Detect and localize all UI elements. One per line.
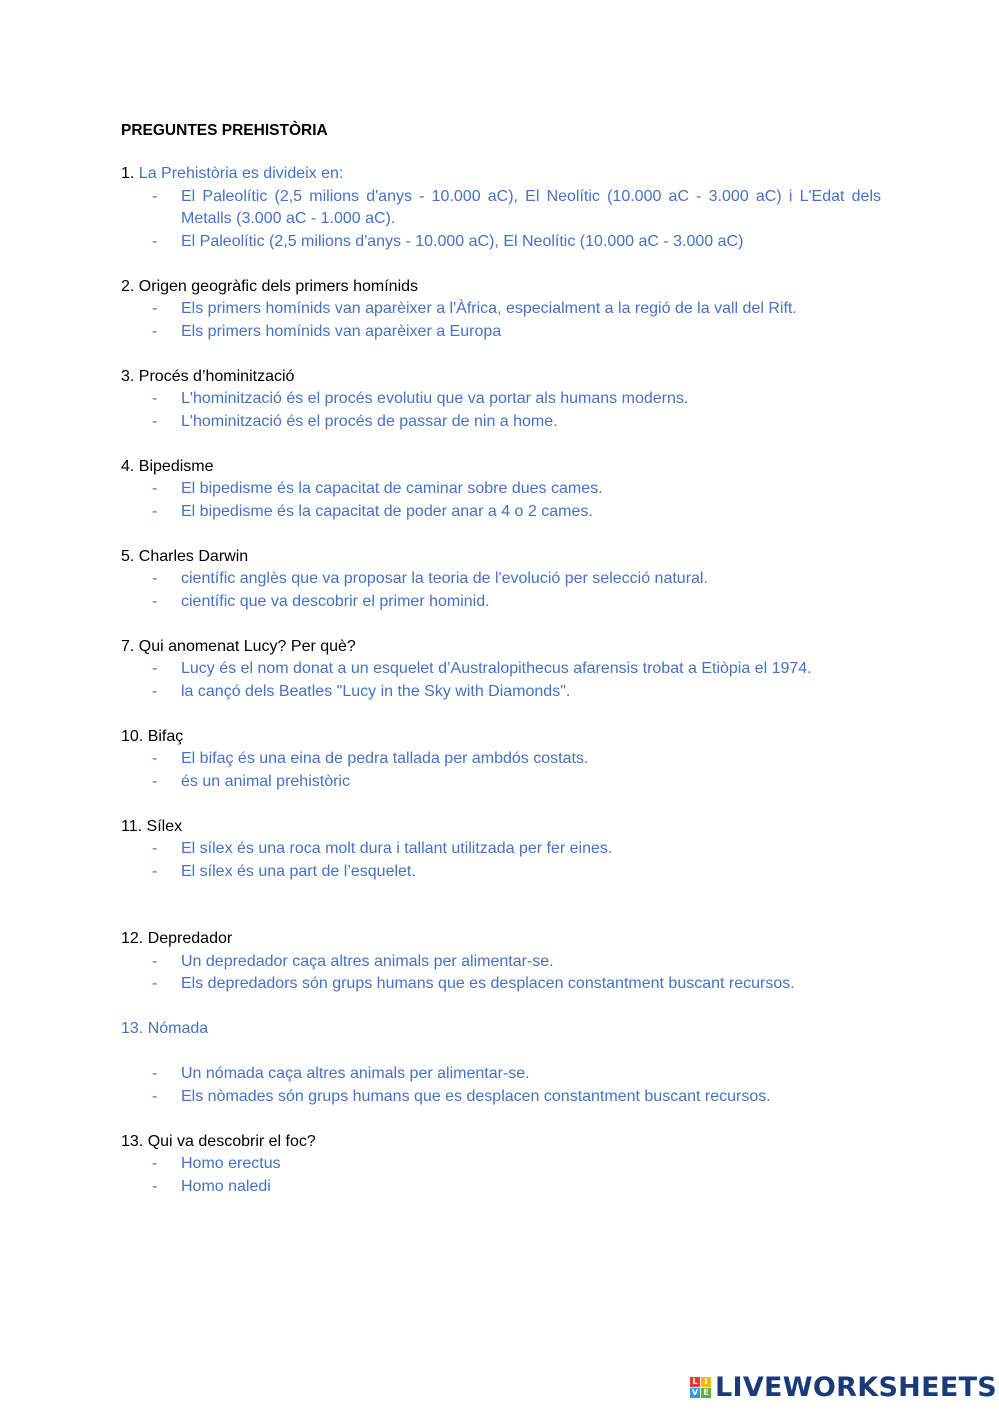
question-heading bbox=[121, 546, 881, 569]
question-heading bbox=[121, 456, 881, 479]
answer-option-text: Els primers homínids van aparèixer a l'Àfrica, especialment a la regió de la vall del Rift. bbox=[181, 300, 797, 317]
question-item bbox=[121, 1018, 881, 1108]
question-text: Origen geogràfic dels primers homínids bbox=[138, 277, 419, 295]
logo-mark-letter: E bbox=[701, 1388, 711, 1398]
answer-options bbox=[121, 478, 881, 523]
answer-options bbox=[121, 388, 881, 433]
answer-options bbox=[121, 298, 881, 343]
question-text: La Prehistòria es divideix en: bbox=[138, 165, 344, 182]
answer-options bbox=[121, 1063, 881, 1108]
answer-option-text: Els primers homínids van aparèixer a Europa bbox=[181, 322, 502, 340]
answer-option-text: El sílex és una roca molt dura i tallant utilitzada per fer eines. bbox=[181, 840, 613, 857]
question-heading bbox=[121, 1018, 881, 1041]
answer-option-text: és un animal prehistòric bbox=[181, 772, 350, 790]
dash-bullet-icon: - bbox=[152, 772, 158, 790]
answer-options bbox=[121, 951, 881, 996]
answer-option[interactable] bbox=[121, 861, 881, 884]
dash-bullet-icon: - bbox=[152, 300, 158, 317]
question-heading bbox=[121, 1131, 881, 1154]
dash-bullet-icon: - bbox=[152, 952, 158, 970]
logo-mark-icon bbox=[690, 1377, 711, 1398]
answer-option[interactable] bbox=[121, 1176, 881, 1199]
answer-options bbox=[121, 748, 881, 793]
answer-options bbox=[121, 568, 881, 613]
question-number: 13. bbox=[121, 1132, 144, 1150]
answer-option-text: científic anglès que va proposar la teoria de l'evolució per selecció natural. bbox=[181, 570, 708, 587]
dash-bullet-icon: - bbox=[152, 1065, 158, 1082]
answer-option[interactable] bbox=[121, 568, 881, 591]
answer-option[interactable] bbox=[121, 591, 881, 614]
answer-option[interactable] bbox=[121, 1063, 881, 1086]
answer-option[interactable] bbox=[121, 748, 881, 771]
question-item bbox=[121, 163, 881, 253]
question-heading bbox=[121, 276, 881, 299]
answer-option[interactable] bbox=[121, 478, 881, 501]
answer-option[interactable] bbox=[121, 231, 881, 254]
dash-bullet-icon: - bbox=[152, 750, 158, 767]
question-number: 12. bbox=[121, 930, 144, 947]
dash-bullet-icon: - bbox=[152, 1177, 158, 1195]
question-text: Sílex bbox=[146, 817, 183, 835]
answer-options bbox=[121, 838, 881, 883]
question-text: Charles Darwin bbox=[138, 547, 249, 565]
answer-option-text: Lucy és el nom donat a un esquelet d’Australopithecus afarensis trobat a Etiòpia el 1974. bbox=[181, 660, 812, 677]
question-number: 5. bbox=[121, 547, 135, 565]
dash-bullet-icon: - bbox=[152, 232, 158, 250]
dash-bullet-icon: - bbox=[152, 322, 158, 340]
question-heading bbox=[121, 928, 881, 951]
dash-bullet-icon: - bbox=[152, 840, 158, 857]
answer-options bbox=[121, 658, 881, 703]
logo-mark-letter: L bbox=[690, 1377, 700, 1387]
question-item bbox=[121, 276, 881, 344]
answer-option-text: El sílex és una part de l’esquelet. bbox=[181, 862, 416, 880]
logo-mark-letter: I bbox=[701, 1377, 711, 1387]
question-item bbox=[121, 816, 881, 884]
question-number: 4. bbox=[121, 457, 135, 475]
liveworksheets-logo bbox=[690, 1371, 997, 1403]
dash-bullet-icon: - bbox=[152, 975, 158, 992]
dash-bullet-icon: - bbox=[152, 660, 158, 677]
logo-mark-letter: V bbox=[691, 1387, 699, 1397]
dash-bullet-icon: - bbox=[152, 1155, 158, 1172]
question-heading bbox=[121, 366, 881, 389]
answer-options bbox=[121, 1153, 881, 1198]
answer-option-text: El bifaç és una eina de pedra tallada per ambdós costats. bbox=[181, 750, 589, 767]
answer-option[interactable] bbox=[121, 501, 881, 524]
answer-option-text: científic que va descobrir el primer hominid. bbox=[181, 592, 490, 610]
answer-options bbox=[121, 186, 881, 254]
worksheet bbox=[121, 120, 881, 1198]
dash-bullet-icon: - bbox=[152, 187, 158, 205]
dash-bullet-icon: - bbox=[152, 1087, 158, 1105]
question-item bbox=[121, 1131, 881, 1199]
page-title: PREGUNTES PREHISTÒRIA bbox=[121, 122, 328, 139]
answer-option-text: El bipedisme és la capacitat de caminar sobre dues cames. bbox=[181, 480, 603, 497]
question-item bbox=[121, 636, 881, 704]
answer-option-text: la cançó dels Beatles "Lucy in the Sky with Diamonds". bbox=[181, 682, 571, 700]
question-text: Qui anomenat Lucy? Per què? bbox=[138, 637, 356, 655]
dash-bullet-icon: - bbox=[152, 570, 158, 587]
question-number: 13. bbox=[121, 1020, 144, 1037]
answer-option[interactable] bbox=[121, 951, 881, 974]
question-number: 2. bbox=[121, 277, 135, 295]
answer-option[interactable] bbox=[121, 658, 881, 681]
answer-option-text: El Paleolític (2,5 milions d'anys - 10.000 aC), El Neolític (10.000 aC - 3.000 aC) bbox=[181, 232, 744, 250]
question-item bbox=[121, 366, 881, 434]
question-heading bbox=[121, 636, 881, 659]
question-item bbox=[121, 456, 881, 524]
answer-option-text: El bipedisme és la capacitat de poder anar a 4 o 2 cames. bbox=[181, 502, 593, 520]
logo-text: LIVEWORKSHEETS bbox=[715, 1371, 998, 1403]
answer-option[interactable] bbox=[121, 298, 881, 321]
dash-bullet-icon: - bbox=[152, 412, 158, 430]
dash-bullet-icon: - bbox=[152, 592, 158, 610]
answer-option[interactable] bbox=[121, 1086, 881, 1109]
answer-option[interactable] bbox=[121, 973, 881, 996]
question-text: Bifaç bbox=[147, 727, 184, 745]
question-number: 10. bbox=[121, 727, 144, 745]
question-item bbox=[121, 928, 881, 996]
question-text: Nómada bbox=[147, 1020, 209, 1037]
answer-option-text: Homo naledi bbox=[181, 1177, 271, 1195]
question-text: Depredador bbox=[147, 930, 233, 947]
dash-bullet-icon: - bbox=[152, 480, 158, 497]
dash-bullet-icon: - bbox=[152, 862, 158, 880]
answer-option-text: Un depredador caça altres animals per alimentar-se. bbox=[181, 952, 554, 970]
answer-option-text: Els depredadors són grups humans que es desplacen constantment buscant recursos. bbox=[181, 975, 795, 992]
question-item bbox=[121, 726, 881, 794]
question-number: 11. bbox=[121, 817, 143, 835]
answer-option[interactable] bbox=[121, 388, 881, 411]
dash-bullet-icon: - bbox=[152, 682, 158, 700]
answer-option[interactable] bbox=[121, 838, 881, 861]
question-text: Procés d’hominització bbox=[138, 367, 295, 385]
question-item bbox=[121, 546, 881, 614]
question-text: Qui va descobrir el foc? bbox=[147, 1132, 316, 1150]
question-heading bbox=[121, 163, 881, 186]
answer-option[interactable] bbox=[121, 186, 881, 231]
question-number: 7. bbox=[121, 637, 135, 655]
answer-option[interactable] bbox=[121, 1153, 881, 1176]
answer-option-text: Els nòmades són grups humans que es desplacen constantment buscant recursos. bbox=[181, 1087, 771, 1105]
answer-option[interactable] bbox=[121, 681, 881, 704]
answer-option-text: Un nómada caça altres animals per alimentar-se. bbox=[181, 1065, 530, 1082]
dash-bullet-icon: - bbox=[152, 390, 158, 407]
answer-option[interactable] bbox=[121, 411, 881, 434]
question-heading bbox=[121, 726, 881, 749]
question-number: 1. bbox=[121, 165, 135, 182]
answer-option-text: El Paleolític (2,5 milions d'anys - 10.000 aC), El Neolític (10.000 aC - 3.000 aC) i L'Edat dels Metalls (3.000 aC - 1.000 aC). bbox=[181, 187, 881, 227]
question-heading bbox=[121, 816, 881, 839]
answer-option[interactable] bbox=[121, 771, 881, 794]
answer-option-text: L'hominització és el procés de passar de nin a home. bbox=[181, 412, 558, 430]
question-number: 3. bbox=[121, 367, 135, 385]
answer-option[interactable] bbox=[121, 321, 881, 344]
dash-bullet-icon: - bbox=[152, 502, 158, 520]
question-text: Bipedisme bbox=[138, 457, 214, 475]
answer-option-text: Homo erectus bbox=[181, 1155, 281, 1172]
answer-option-text: L'hominització és el procés evolutiu que va portar als humans moderns. bbox=[181, 390, 689, 407]
question-list bbox=[121, 163, 881, 1198]
